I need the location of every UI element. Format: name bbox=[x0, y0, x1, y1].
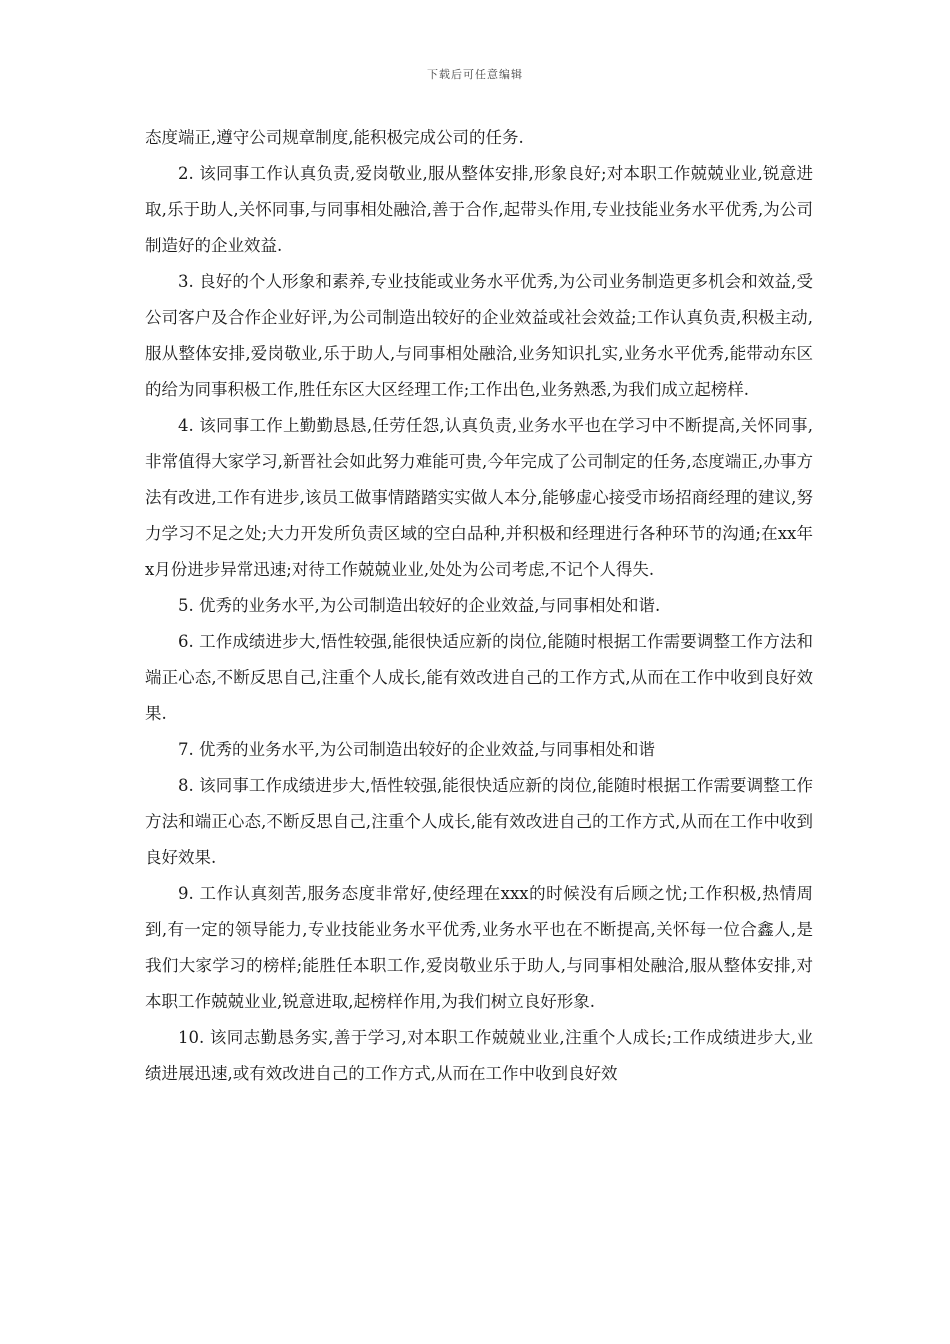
paragraph-item-8: 8. 该同事工作成绩进步大,悟性较强,能很快适应新的岗位,能随时根据工作需要调整工作方法和端正心态,不断反思自己,注重个人成长,能有效改进自己的工作方式,从而在工作中收到良好效果. bbox=[145, 776, 813, 867]
paragraph-continuation: 态度端正,遵守公司规章制度,能积极完成公司的任务. bbox=[145, 128, 524, 147]
paragraph-item-3: 3. 良好的个人形象和素养,专业技能或业务水平优秀,为公司业务制造更多机会和效益,受公司客户及合作企业好评,为公司制造出较好的企业效益或社会效益;工作认真负责,积极主动,服从整体安排,爱岗敬业,乐于助人,与同事相处融洽,业务知识扎实,业务水平优秀,能带动东区的给为同事积极工作,胜任东区大区经理工作;工作出色,业务熟悉,为我们成立起榜样. bbox=[145, 272, 813, 399]
paragraph-item-2: 2. 该同事工作认真负责,爱岗敬业,服从整体安排,形象良好;对本职工作兢兢业业,锐意进取,乐于助人,关怀同事,与同事相处融洽,善于合作,起带头作用,专业技能业务水平优秀,为公司制造好的企业效益. bbox=[145, 164, 813, 255]
document-body bbox=[145, 120, 813, 1092]
paragraph-item-6: 6. 工作成绩进步大,悟性较强,能很快适应新的岗位,能随时根据工作需要调整工作方法和端正心态,不断反思自己,注重个人成长,能有效改进自己的工作方式,从而在工作中收到良好效果. bbox=[145, 632, 813, 723]
paragraph-item-9: 9. 工作认真刻苦,服务态度非常好,使经理在xxx的时候没有后顾之忧;工作积极,热情周到,有一定的领导能力,专业技能业务水平优秀,业务水平也在不断提高,关怀每一位合鑫人,是我们大家学习的榜样;能胜任本职工作,爱岗敬业乐于助人,与同事相处融洽,服从整体安排,对本职工作兢兢业业,锐意进取,起榜样作用,为我们树立良好形象. bbox=[145, 884, 813, 1011]
paragraph-item-7: 7. 优秀的业务水平,为公司制造出较好的企业效益,与同事相处和谐 bbox=[178, 740, 655, 759]
page-header: 下载后可任意编辑 bbox=[427, 68, 523, 81]
paragraph-item-5: 5. 优秀的业务水平,为公司制造出较好的企业效益,与同事相处和谐. bbox=[178, 596, 661, 615]
paragraph-item-4: 4. 该同事工作上勤勤恳恳,任劳任怨,认真负责,业务水平也在学习中不断提高,关怀同事,非常值得大家学习,新晋社会如此努力难能可贵,今年完成了公司制定的任务,态度端正,办事方法有改进,工作有进步,该员工做事情踏踏实实做人本分,能够虚心接受市场招商经理的建议,努力学习不足之处;大力开发所负责区域的空白品种,并积极和经理进行各种环节的沟通;在xx年x月份进步异常迅速;对待工作兢兢业业,处处为公司考虑,不记个人得失. bbox=[145, 416, 813, 579]
paragraph-item-10: 10. 该同志勤恳务实,善于学习,对本职工作兢兢业业,注重个人成长;工作成绩进步大,业绩进展迅速,或有效改进自己的工作方式,从而在工作中收到良好效 bbox=[145, 1028, 813, 1083]
